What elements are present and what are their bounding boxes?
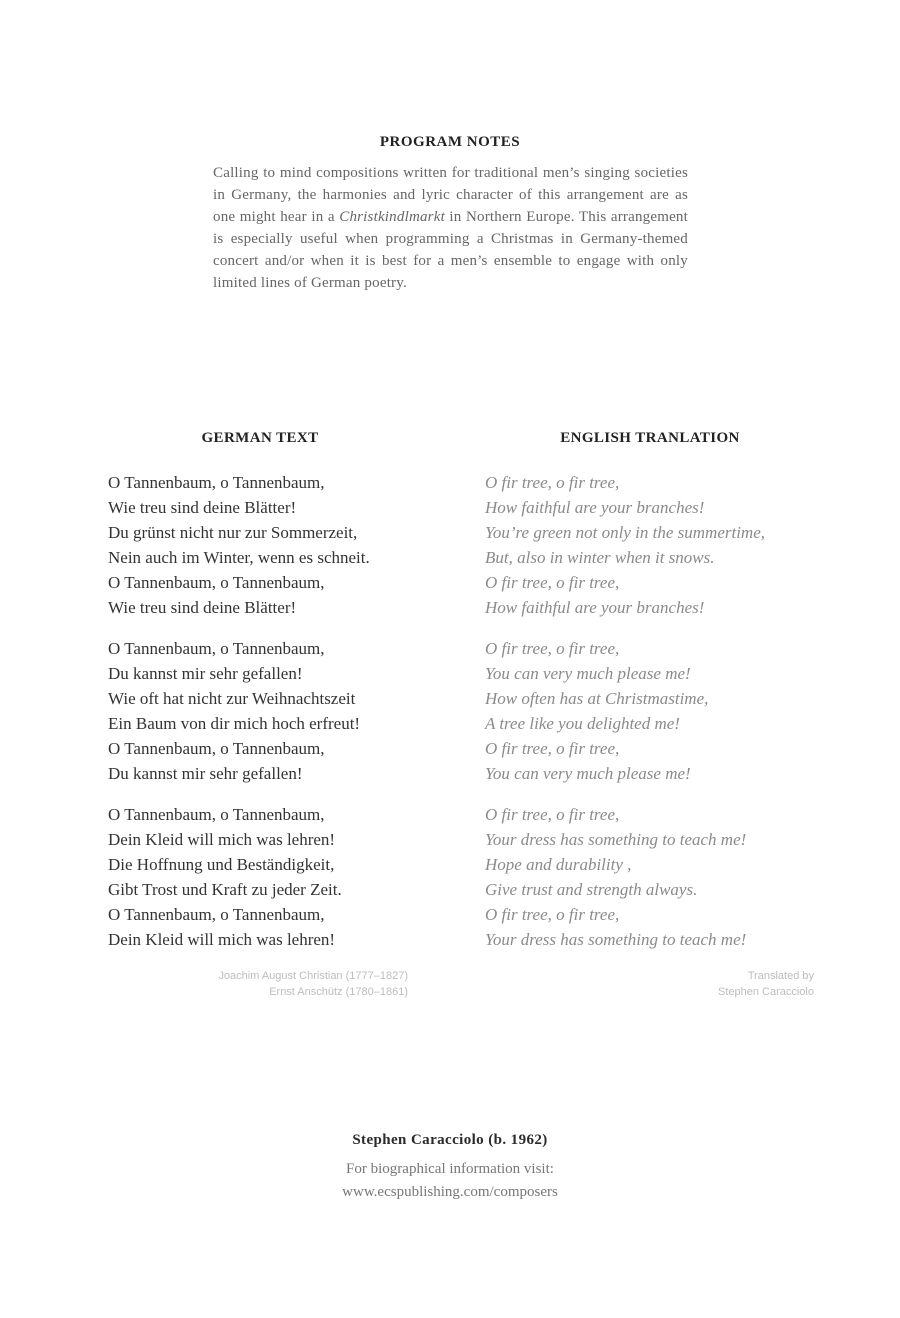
verse-line: Dein Kleid will mich was lehren!	[108, 930, 336, 949]
verse-line: O fir tree, o fir tree,	[485, 573, 620, 592]
notes-text-after: in Northern Europe. This arrangement is especially useful when programming a Christmas in Germany-themed concert and/or when it is best for a men’s ensemble to engage with only limited lines of German poetry.	[213, 209, 689, 291]
verse-line: Dein Kleid will mich was lehren!	[108, 830, 336, 849]
notes-text-italic: Christkindlmarkt	[339, 209, 445, 225]
german-text-heading: GERMAN TEXT	[201, 430, 319, 446]
verse-line: Give trust and strength always.	[485, 880, 698, 899]
verse-line: Die Hoffnung und Beständigkeit,	[108, 855, 335, 874]
verse-line: O Tannenbaum, o Tannenbaum,	[108, 739, 325, 758]
verse-line: You’re green not only in the summertime,	[485, 523, 765, 542]
verse-line: O Tannenbaum, o Tannenbaum,	[108, 805, 325, 824]
verse-line: You can very much please me!	[485, 764, 691, 783]
verse-line: Ein Baum von dir mich hoch erfreut!	[108, 714, 361, 733]
verse-line: Wie treu sind deine Blätter!	[108, 498, 297, 517]
english-stanza-3	[485, 802, 845, 952]
german-stanza-2	[108, 636, 438, 786]
verse-line: Gibt Trost und Kraft zu jeder Zeit.	[108, 880, 342, 899]
program-notes-body	[213, 162, 688, 294]
verse-line: Du kannst mir sehr gefallen!	[108, 764, 303, 783]
german-credit-line-2: Ernst Anschütz (1780–1861)	[269, 986, 408, 998]
verse-line: How faithful are your branches!	[485, 598, 705, 617]
german-stanza-3	[108, 802, 438, 952]
composer-bio	[0, 1158, 900, 1204]
verse-line: O fir tree, o fir tree,	[485, 805, 620, 824]
bio-line-1: For biographical information visit:	[346, 1161, 554, 1177]
verse-line: O fir tree, o fir tree,	[485, 905, 620, 924]
verse-line: Your dress has something to teach me!	[485, 930, 747, 949]
verse-line: A tree like you delighted me!	[485, 714, 680, 733]
program-notes-title: PROGRAM NOTES	[379, 134, 521, 150]
verse-line: But, also in winter when it snows.	[485, 548, 715, 567]
verse-line: How often has at Christmastime,	[485, 689, 709, 708]
verse-line: O fir tree, o fir tree,	[485, 739, 620, 758]
bio-link: www.ecspublishing.com/composers	[342, 1184, 558, 1200]
translation-credit-line-2: Stephen Caracciolo	[717, 986, 814, 998]
verse-line: Wie oft hat nicht zur Weihnachtszeit	[108, 689, 356, 708]
english-stanza-2	[485, 636, 845, 786]
german-text-credit	[130, 968, 408, 1000]
verse-line: Du kannst mir sehr gefallen!	[108, 664, 303, 683]
english-translation-heading: ENGLISH TRANLATION	[560, 430, 740, 446]
translation-credit-line-1: Translated by	[747, 970, 814, 982]
german-credit-line-1: Joachim August Christian (1777–1827)	[218, 970, 408, 982]
verse-line: You can very much please me!	[485, 664, 691, 683]
english-translation-column	[485, 470, 845, 968]
german-text-column	[108, 470, 438, 968]
verse-line: Your dress has something to teach me!	[485, 830, 747, 849]
composer-name: Stephen Caracciolo (b. 1962)	[352, 1132, 548, 1148]
verse-line: O Tannenbaum, o Tannenbaum,	[108, 573, 325, 592]
verse-line: O fir tree, o fir tree,	[485, 473, 620, 492]
verse-line: Hope and durability ,	[485, 855, 632, 874]
verse-line: Wie treu sind deine Blätter!	[108, 598, 297, 617]
verse-line: Nein auch im Winter, wenn es schneit.	[108, 548, 370, 567]
verse-line: Du grünst nicht nur zur Sommerzeit,	[108, 523, 358, 542]
verse-line: How faithful are your branches!	[485, 498, 705, 517]
german-stanza-1	[108, 470, 438, 620]
english-stanza-1	[485, 470, 845, 620]
verse-line: O Tannenbaum, o Tannenbaum,	[108, 905, 325, 924]
verse-line: O Tannenbaum, o Tannenbaum,	[108, 473, 325, 492]
verse-line: O Tannenbaum, o Tannenbaum,	[108, 639, 325, 658]
verse-line: O fir tree, o fir tree,	[485, 639, 620, 658]
translation-credit	[640, 968, 814, 1000]
notes-text-before: Calling to mind compositions written for traditional men’s singing societies in Germany, the harmonies and lyric character of this arrangement are as one might hear in a	[213, 165, 688, 225]
